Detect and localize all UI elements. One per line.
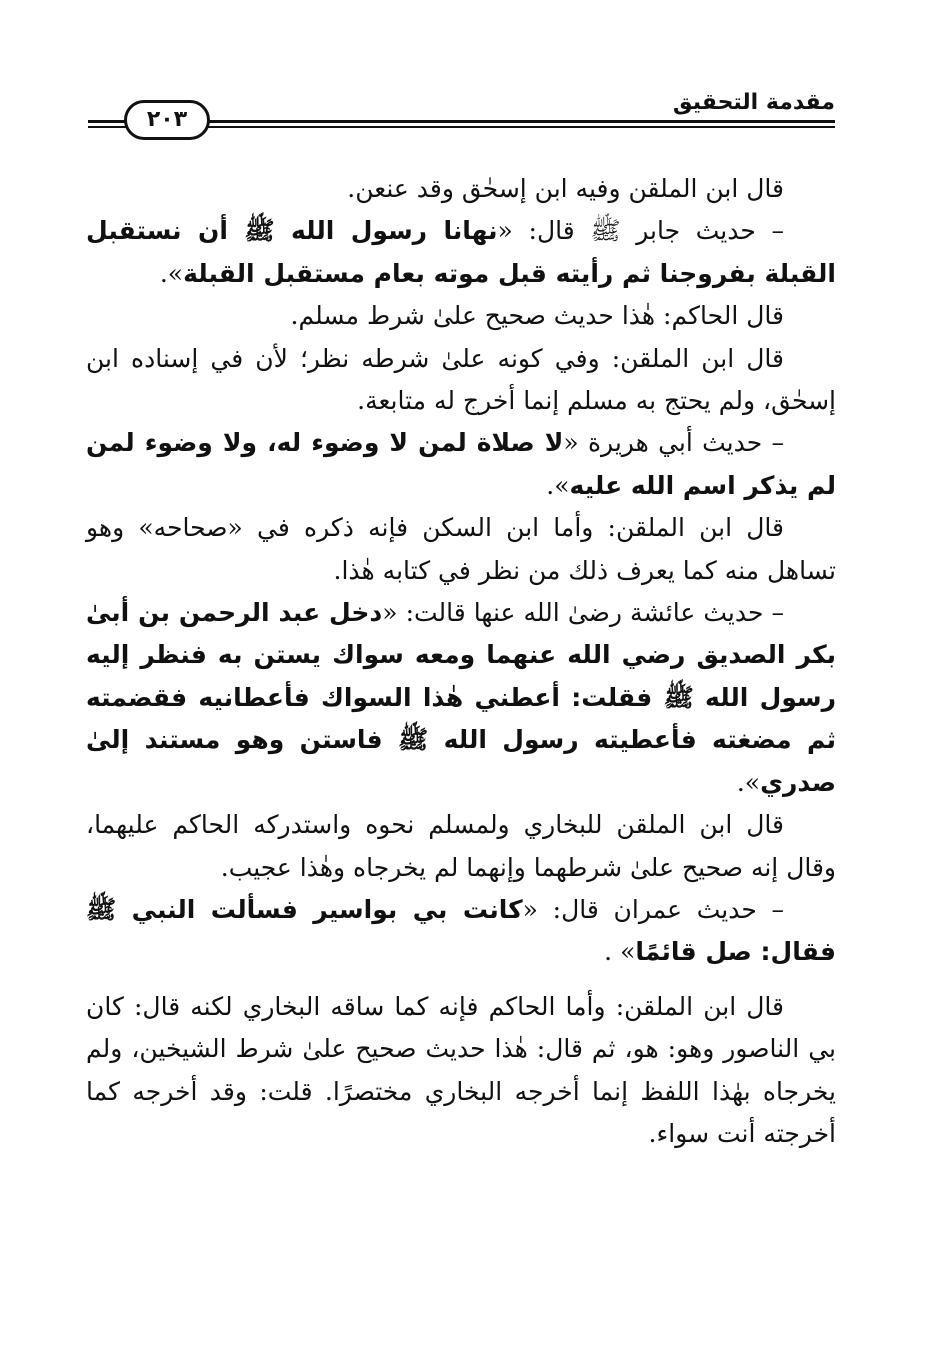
hadith-text: دخل عبد الرحمن بن أبىٰ بكر الصديق رضي الله عنهما ومعه سواك يستن به فنظر إليه رسول الله ﷺ فقلت: أعطني هٰذا السواك فأعطانيه فقضمته ثم مضغته فأعطيته رسول الله ﷺ فاستن وهو مستند إلىٰ صدري bbox=[86, 598, 836, 797]
paragraph-tail: ». bbox=[546, 470, 570, 500]
paragraph-text: قال الحاكم: هٰذا حديث صحيح علىٰ شرط مسلم. bbox=[290, 301, 784, 331]
paragraph-hadith-abu-hurayra bbox=[86, 422, 836, 507]
paragraph-ibn-sakan bbox=[86, 507, 836, 592]
paragraph-text: قال ابن الملقن للبخاري ولمسلم نحوه واستدركه الحاكم عليهما، وقال إنه صحيح علىٰ شرطهما وإنهما لم يخرجاه وهٰذا عجيب. bbox=[86, 810, 836, 882]
running-header bbox=[88, 86, 835, 136]
page-number: ٢٠٣ bbox=[124, 100, 210, 140]
paragraph-text: – حديث عائشة رضىٰ الله عنها قالت: « bbox=[382, 598, 785, 628]
paragraph-hakim-nasur bbox=[86, 986, 836, 1156]
paragraph-text: – حديث أبي هريرة « bbox=[563, 428, 784, 458]
paragraph-tail: ». bbox=[159, 258, 184, 288]
paragraph-text: قال ابن الملقن: وأما ابن السكن فإنه ذكره في «صحاحه» وهو تساهل منه كما يعرف ذلك من نظر في كتابه هٰذا. bbox=[86, 513, 836, 585]
paragraph-tail: » . bbox=[604, 937, 636, 967]
paragraph-bukhari-muslim bbox=[86, 804, 836, 889]
paragraph-hadith-imran bbox=[86, 889, 836, 974]
paragraph-ibn-mulaqqin-critique bbox=[86, 338, 836, 423]
paragraph-hadith-aisha bbox=[86, 592, 836, 804]
paragraph-text: قال ابن الملقن: وفي كونه علىٰ شرطه نظر؛ لأن في إسناده ابن إسحٰق، ولم يحتج به مسلم إنما أخرج له متابعة. bbox=[86, 343, 836, 416]
header-title: مقدمة التحقيق bbox=[672, 90, 835, 115]
paragraph-text: – حديث جابر ﷺ قال: « bbox=[497, 216, 784, 246]
paragraph-text: قال ابن الملقن: وأما الحاكم فإنه كما ساقه البخاري لكنه قال: كان بي الناصور وهو: هو، ثم قال: هٰذا حديث صحيح علىٰ شرط الشيخين، ولم يخرجاه بهٰذا اللفظ إنما أخرجه البخاري مختصرًا. قلت: وقد أخرجه كما أخرجته أنت سواء. bbox=[86, 991, 836, 1148]
hadith-text: نهانا رسول الله ﷺ أن نستقبل القبلة بفروجنا ثم رأيته قبل موته بعام مستقبل القبلة bbox=[86, 216, 836, 288]
paragraph-tail: ». bbox=[736, 767, 761, 797]
hadith-text: كانت بي بواسير فسألت النبي ﷺ فقال: صل قائمًا bbox=[86, 894, 836, 967]
paragraph-hadith-jabir bbox=[86, 210, 836, 295]
paragraph-hakim-verdict bbox=[86, 295, 836, 337]
hadith-text: لا صلاة لمن لا وضوء له، ولا وضوء لمن لم يذكر اسم الله عليه bbox=[86, 428, 836, 500]
page-body bbox=[86, 168, 836, 1155]
paragraph-text: – حديث عمران قال: « bbox=[522, 894, 785, 924]
paragraph-text: قال ابن الملقن وفيه ابن إسحٰق وقد عنعن. bbox=[347, 174, 784, 203]
paragraph-ibn-mulaqqin-ibn-ishaq bbox=[86, 168, 836, 210]
